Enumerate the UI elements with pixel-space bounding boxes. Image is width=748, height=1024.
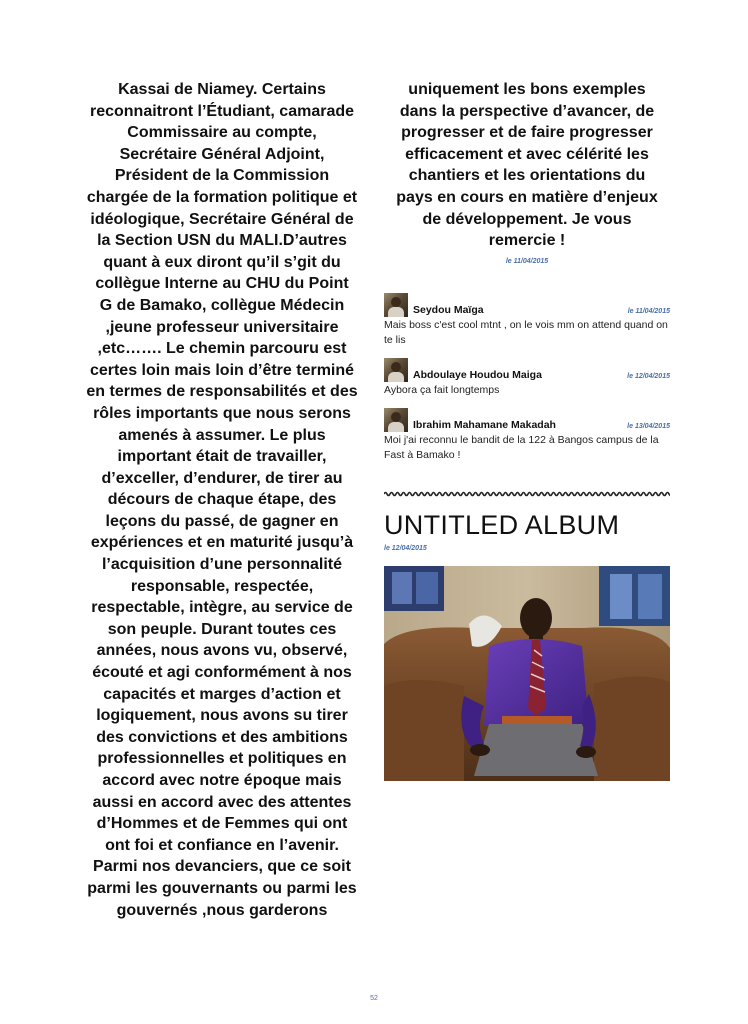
article-line: d’exceller, d’endurer, de tirer au (101, 469, 343, 487)
article-line: pays en cours en matière d’enjeux (396, 188, 658, 206)
comment-date: le 13/04/2015 (627, 422, 670, 430)
article-line: en termes de responsabilités et des (86, 383, 358, 401)
article-line: ont foi et confiance en l’avenir. (105, 836, 339, 854)
album-photo[interactable] (384, 566, 670, 781)
article-line: écouté et agi conformément à nos (92, 664, 352, 682)
article-line: d’Hommes et de Femmes qui ont (96, 815, 348, 833)
article-left-column (76, 79, 368, 921)
article-line: ,jeune professeur universitaire (105, 318, 339, 336)
article-line: accord avec notre époque mais (102, 772, 342, 789)
article-line: chargée de la formation politique et (86, 188, 358, 206)
page-number: 52 (370, 995, 378, 1002)
avatar[interactable] (384, 358, 408, 382)
article-line: chantiers et les orientations du (408, 167, 646, 185)
article-line: reconnaitront l’Étudiant, camarade (89, 102, 355, 120)
article-line: rôles importants que nous serons (93, 404, 351, 422)
comment-text: Mais boss c'est cool mtnt , on le vois mm on attend quand on te lis (384, 318, 668, 346)
article-line: G de Bamako, collègue Médecin (99, 296, 345, 314)
article-line: Commissaire au compte, (127, 124, 317, 142)
article-line: Secrétaire Général Adjoint, (119, 145, 325, 163)
comment-header (384, 293, 670, 317)
wavy-divider (384, 489, 670, 499)
comment (384, 408, 670, 463)
article-line: capacités et marges d’action et (103, 685, 341, 703)
article-line: son peuple. Durant toutes ces (107, 620, 337, 638)
comment-date: le 11/04/2015 (627, 307, 670, 315)
article-line: Président de la Commission (114, 167, 330, 185)
post-date: le 11/04/2015 (505, 257, 549, 265)
article-line: années, nous avons vu, observé, (96, 642, 348, 660)
comments-section (384, 293, 670, 463)
article-line: la Section USN du MALI.D’autres (97, 232, 347, 250)
article-line: responsable, respectée, (130, 577, 314, 595)
comment-text: Aybora ça fait longtemps (384, 383, 500, 396)
article-line: respectable, intègre, au service de (91, 599, 353, 617)
comment-author[interactable]: Abdoulaye Houdou Maiga (413, 368, 542, 381)
article-line: des convictions et des ambitions (96, 728, 348, 746)
article-line: efficacement et avec célérité les (405, 145, 649, 163)
comment-author[interactable]: Seydou Maïga (413, 303, 484, 316)
article-line: important était de travailler, (117, 448, 327, 466)
article-line: Kassai de Niamey. Certains (118, 81, 326, 98)
comment-text: Moi j'ai reconnu le bandit de la 122 à Bangos campus de la Fast à Bamako ! (384, 433, 659, 461)
comment-date: le 12/04/2015 (627, 372, 670, 380)
article-line: progresser et de faire progresser (401, 124, 653, 142)
article-line: de développement. Je vous (422, 210, 632, 228)
article-line: décours de chaque étape, des (107, 491, 337, 509)
comment (384, 358, 670, 398)
article-line: aussi en accord avec des attentes (92, 793, 352, 811)
comment-author[interactable]: Ibrahim Mahamane Makadah (413, 418, 556, 431)
album-date: le 12/04/2015 (384, 544, 427, 552)
article-line: logiquement, nous avons su tirer (96, 707, 348, 725)
comment (384, 293, 670, 348)
avatar[interactable] (384, 408, 408, 432)
article-line: expériences et en maturité jusqu’à (90, 534, 354, 552)
article-right-text (384, 79, 670, 252)
article-line: certes loin mais loin d’être terminé (89, 361, 355, 379)
article-line: l’acquisition d’une personnalité (101, 556, 343, 574)
article-line: uniquement les bons exemples (408, 81, 646, 98)
article-line: leçons du passé, de gagner en (105, 512, 339, 530)
article-line: quant à eux diront qu’il s’git du (103, 253, 341, 271)
avatar[interactable] (384, 293, 408, 317)
article-line: ,etc……. Le chemin parcouru est (97, 340, 347, 358)
album-title[interactable]: UNTITLED ALBUM (384, 509, 620, 540)
comment-header (384, 408, 670, 432)
article-line: professionnelles et politiques en (97, 750, 347, 768)
article-line: gouvernés ,nous garderons (116, 901, 328, 919)
article-line: Parmi nos devanciers, que ce soit (93, 858, 351, 876)
article-line: parmi les gouvernants ou parmi les (87, 879, 357, 897)
comment-header (384, 358, 670, 382)
article-line: collègue Interne au CHU du Point (95, 275, 349, 293)
article-line: dans la perspective d’avancer, de (399, 102, 655, 120)
article-line: idéologique, Secrétaire Général de (90, 210, 354, 228)
right-column (384, 79, 670, 781)
article-line: remercie ! (488, 232, 566, 250)
article-line: amenés à assumer. Le plus (118, 426, 326, 444)
